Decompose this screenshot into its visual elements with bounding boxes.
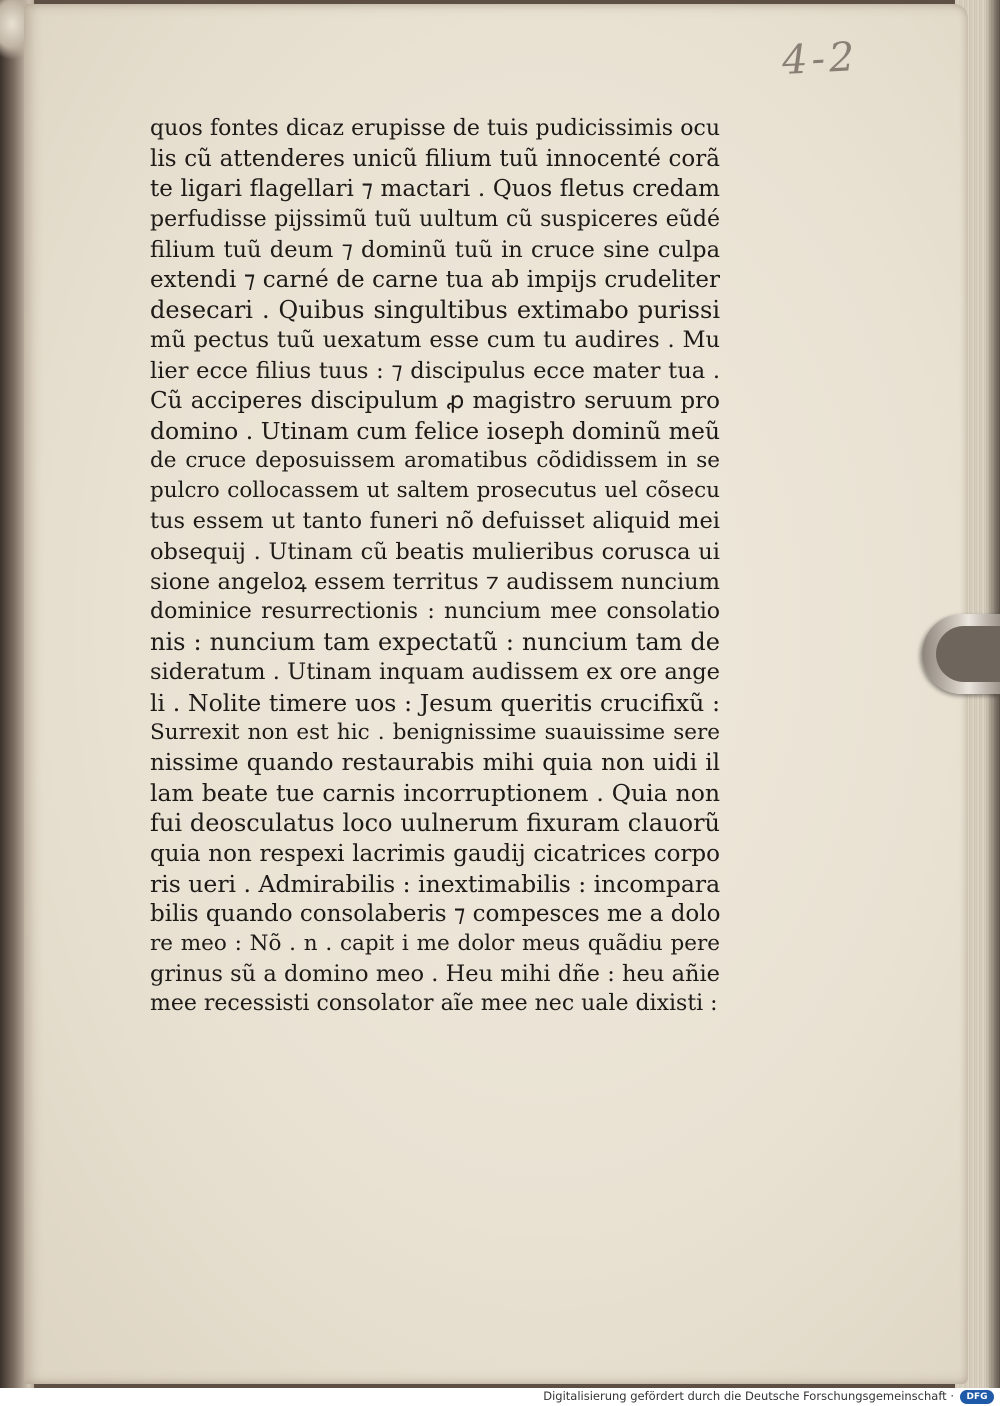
- text-line: re meo : Nõ . n . capit i me dolor meus quãdiu pere: [150, 931, 720, 957]
- funding-credit: Digitalisierung gefördert durch die Deutsche Forschungsgemeinschaft ·: [543, 1389, 954, 1403]
- text-line: Cũ acciperes discipulum ꝓ magistro seruum pro: [150, 387, 720, 414]
- text-line: ris ueri . Admirabilis : inextimabilis : incompara: [150, 869, 721, 898]
- text-line: obsequij . Utinam cũ beatis mulieribus corusca ui: [150, 538, 720, 565]
- page-stack-shadow: [985, 0, 1000, 1388]
- text-line: nissime quando restaurabis mihi quia non uidi il: [150, 749, 720, 776]
- text-line: extendi ⁊ carné de carne tua ab impijs crudeliter: [150, 266, 720, 293]
- text-line: lam beate tue carnis incorruptionem . Quia non: [150, 779, 720, 808]
- text-line: de cruce deposuissem aromatibus cõdidissem in se: [150, 448, 720, 474]
- text-block: [150, 114, 720, 1020]
- text-line: tus essem ut tanto funeri nõ defuisset aliquid mei: [150, 508, 720, 535]
- dfg-logo-icon: DFG: [960, 1390, 994, 1404]
- text-line: sione angeloꝝ essem territus ⁊ audissem nuncium: [150, 568, 720, 595]
- footer-bar: [0, 1388, 1000, 1406]
- text-line: grinus sũ a domino meo . Heu mihi dñe : heu añie: [150, 961, 720, 988]
- text-line: domino . Utinam cum felice ioseph dominũ meũ: [150, 416, 720, 445]
- text-line: lis cũ attenderes unicũ filium tuũ innocenté corã: [150, 146, 720, 173]
- text-line: mũ pectus tuũ uexatum esse cum tu audires . Mu: [150, 327, 720, 354]
- text-line: bilis quando consolaberis ⁊ compesces me a dolo: [150, 900, 721, 927]
- text-line: mee recessisti consolator aĩe mee nec uale dixisti :: [150, 991, 718, 1017]
- text-line: dominice resurrectionis : nuncium mee consolatio: [150, 599, 720, 624]
- page-clip: [922, 614, 1000, 694]
- text-line: fui deosculatus loco uulnerum fixuram clauorũ: [150, 809, 720, 838]
- text-line: li . Nolite timere uos : Jesum queritis crucifixũ :: [150, 688, 720, 717]
- text-line: te ligari flagellari ⁊ mactari . Quos fletus credam: [150, 176, 720, 203]
- page-clip-inner: [936, 626, 1000, 682]
- text-line: nis : nuncium tam expectatũ : nuncium tam de: [150, 628, 720, 657]
- text-line: quos fontes dicaz erupisse de tuis pudicissimis ocu: [150, 116, 720, 141]
- text-line: pulcro collocassem ut saltem prosecutus uel cõsecu: [150, 478, 720, 504]
- text-line: perfudisse pijssimũ tuũ uultum cũ suspiceres eũdé: [150, 206, 720, 232]
- text-line: sideratum . Utinam inquam audissem ex ore ange: [150, 659, 720, 686]
- text-line: Surrexit non est hic . benignissime suauissime sere: [150, 719, 720, 745]
- text-line: filium tuũ deum ⁊ dominũ tuũ in cruce sine culpa: [150, 236, 720, 263]
- text-line: desecari . Quibus singultibus extimabo purissi: [150, 296, 720, 325]
- folio-number: 4-2: [780, 34, 860, 84]
- text-line: lier ecce filius tuus : ⁊ discipulus ecce mater tua .: [150, 357, 720, 384]
- text-line: quia non respexi lacrimis gaudij cicatrices corpo: [150, 840, 720, 867]
